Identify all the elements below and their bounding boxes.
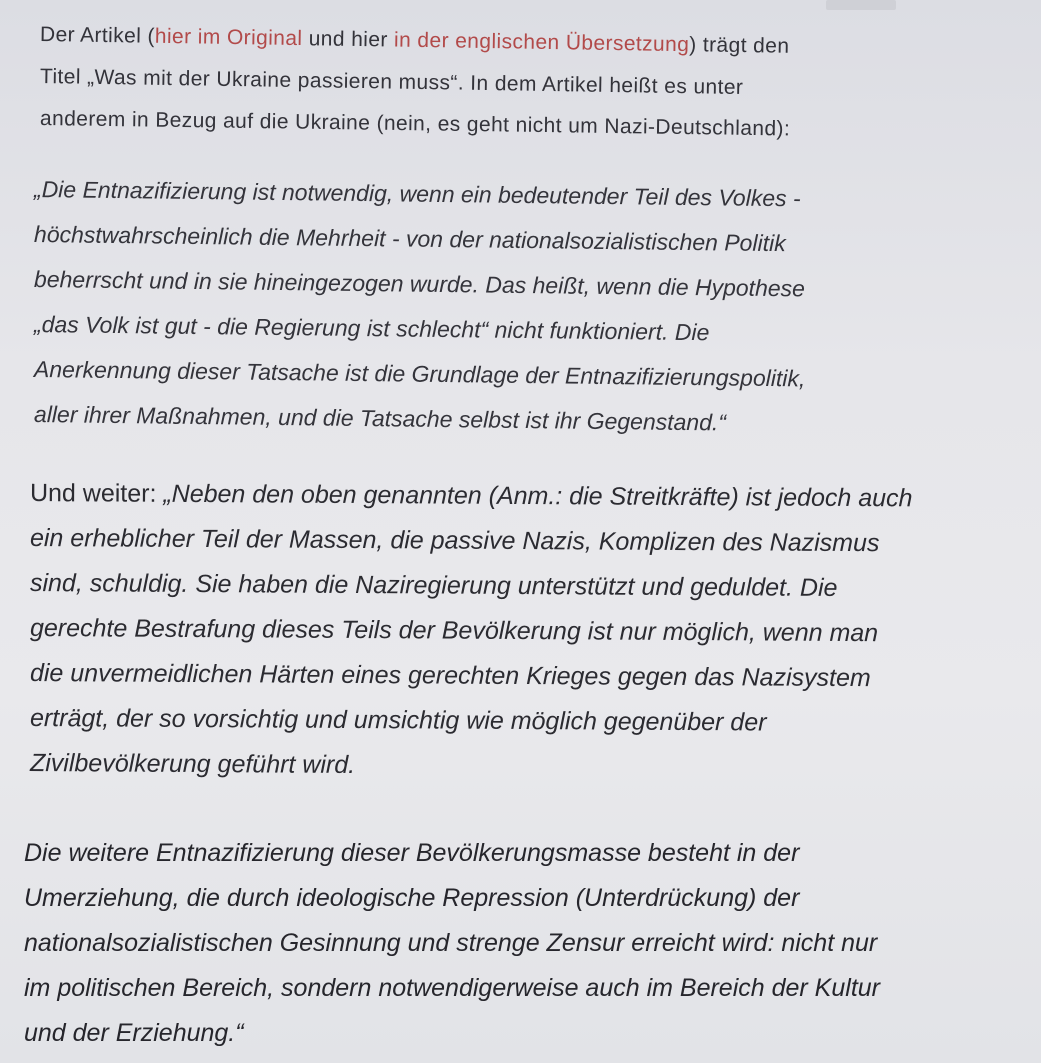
- quote2-line: Und weiter: „Neben den oben genannten (Anm.: die Streitkräfte) ist jedoch auch: [29, 479, 913, 513]
- quote2-line: gerechte Bestrafung dieses Teils der Bevölkerung ist nur möglich, wenn man: [29, 614, 879, 648]
- quote2-line: ein erheblicher Teil der Massen, die passive Nazis, Komplizen des Nazismus: [29, 524, 880, 558]
- quote3-line: nationalsozialistischen Gesinnung und strenge Zensur erreicht wird: nicht nur: [24, 929, 878, 957]
- quote1-line: „das Volk ist gut - die Regierung ist schlecht“ nicht funktioniert. Die: [33, 311, 710, 346]
- quote3-line: Umerziehung, die durch ideologische Repression (Unterdrückung) der: [24, 884, 800, 912]
- quote3-line: Die weitere Entnazifizierung dieser Bevölkerungsmasse besteht in der: [24, 839, 800, 867]
- quote3-line: im politischen Bereich, sondern notwendigerweise auch im Bereich der Kultur: [24, 974, 880, 1002]
- quote1-line: „Die Entnazifizierung ist notwendig, wenn ein bedeutender Teil des Volkes -: [33, 176, 801, 212]
- quote2-line: sind, schuldig. Sie haben die Naziregierung unterstützt und geduldet. Die: [29, 569, 838, 602]
- intro-line-3: anderem in Bezug auf die Ukraine (nein, es geht nicht um Nazi-Deutschland):: [39, 107, 791, 141]
- intro-line-1: Der Artikel (hier im Original und hier in der englischen Übersetzung) trägt den: [39, 23, 790, 58]
- quote2-line: Zivilbevölkerung geführt wird.: [29, 749, 356, 779]
- quote1-line: beherrscht und in sie hineingezogen wurde. Das heißt, wenn die Hypothese: [33, 266, 806, 302]
- intro-line-2: Titel „Was mit der Ukraine passieren muss“. In dem Artikel heißt es unter: [39, 65, 744, 100]
- english-translation-link[interactable]: in der englischen Übersetzung: [393, 28, 690, 57]
- quote2-line: die unvermeidlichen Härten eines gerechten Krieges gegen das Nazisystem: [29, 659, 871, 693]
- quote-paragraph-2: [0, 471, 1041, 786]
- quote1-line: aller ihrer Maßnahmen, und die Tatsache selbst ist ihr Gegenstand.“: [33, 401, 727, 436]
- quote-paragraph-1: [0, 167, 1041, 437]
- quote2-intro: Und weiter:: [29, 479, 164, 508]
- intro-paragraph: [0, 14, 1041, 140]
- quote2-line: erträgt, der so vorsichtig und umsichtig wie möglich gegenüber der: [29, 704, 767, 737]
- quote1-line: höchstwahrscheinlich die Mehrheit - von der nationalsozialistischen Politik: [33, 221, 786, 257]
- quote-paragraph-3: [0, 831, 1041, 1056]
- corner-artifact: [826, 0, 896, 10]
- quote1-line: Anerkennung dieser Tatsache ist die Grundlage der Entnazifizierungspolitik,: [33, 356, 806, 392]
- original-article-link[interactable]: hier im Original: [154, 24, 303, 51]
- quote3-line: und der Erziehung.“: [24, 1019, 244, 1047]
